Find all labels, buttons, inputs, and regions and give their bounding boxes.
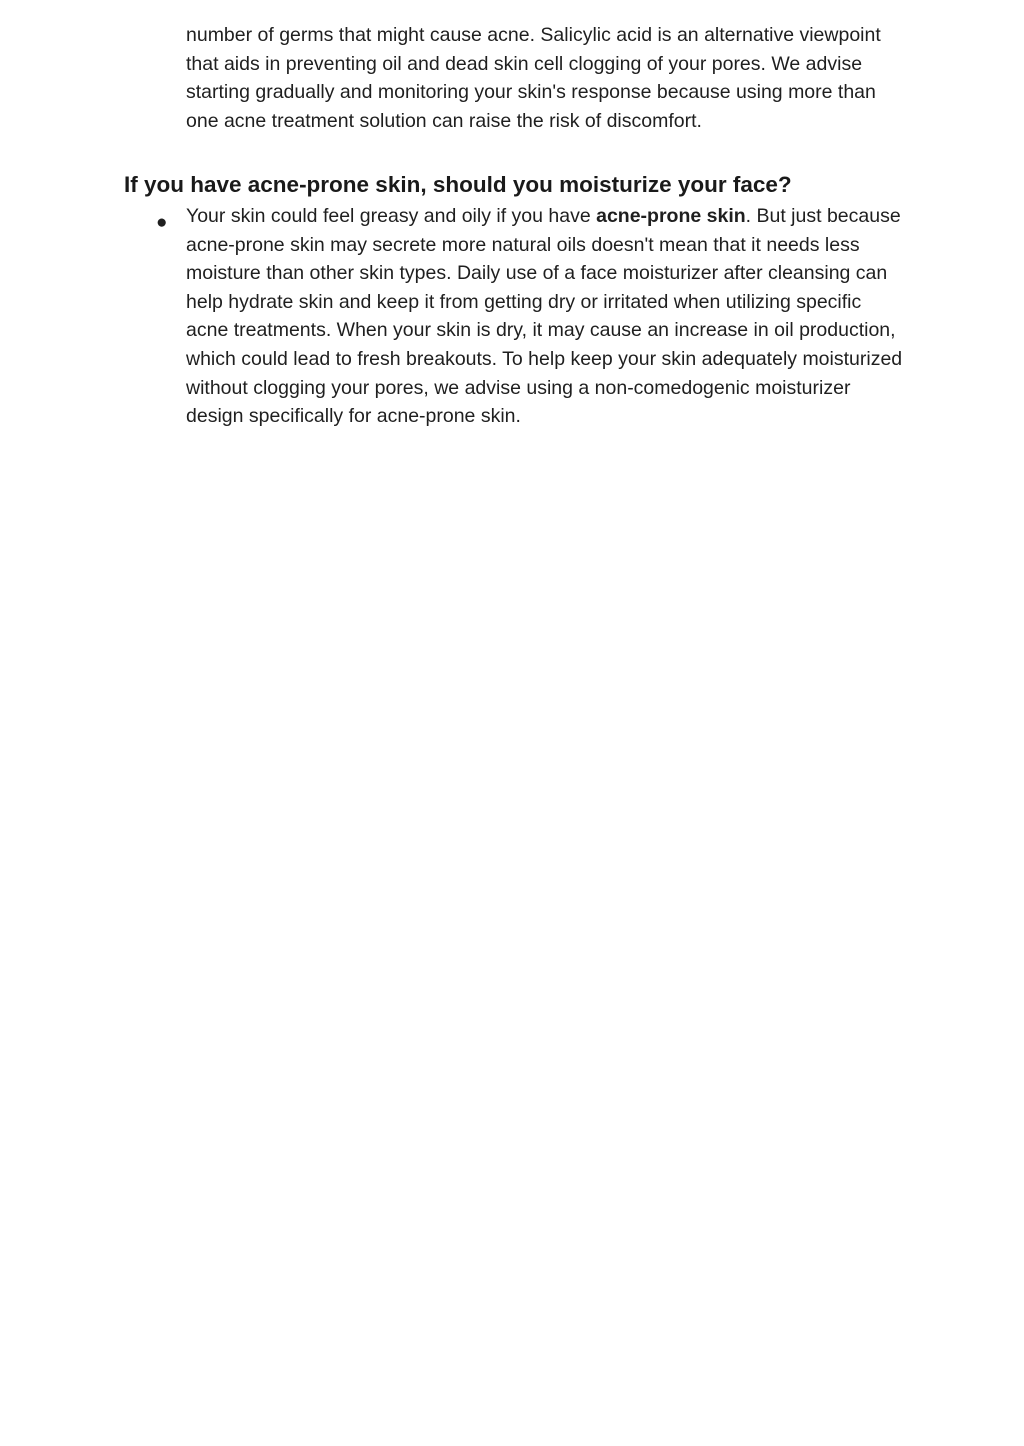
top-paragraph: number of germs that might cause acne. Salicylic acid is an alternative viewpoint that aids in preventing oil and dead skin cell clogging of your pores. We advise starting gradually and monitoring your skin's response because using more than one acne treatment solution can raise the risk of discomfort. xyxy=(186,24,881,132)
bullet-text xyxy=(186,202,904,431)
bullet-bold-term: acne-prone skin xyxy=(596,205,746,227)
section-heading: If you have acne-prone skin, should you moisturize your face? xyxy=(124,172,792,197)
bullet-dot-icon: ● xyxy=(156,212,168,233)
bullet-text-before: Your skin could feel greasy and oily if you have xyxy=(186,205,597,227)
bullet-text-after: . But just because acne-prone skin may secrete more natural oils doesn't mean that it needs less moisture than other skin types. Daily use of a face moisturizer after cleansing can help hydrate skin and keep it from getting dry or irritated when utilizing specific acne treatments. When your skin is dry, it may cause an increase in oil production, which could lead to fresh breakouts. To help keep your skin adequately moisturized without clogging your pores, we advise using a non-comedogenic moisturizer design specifically for acne-prone skin. xyxy=(186,205,903,428)
